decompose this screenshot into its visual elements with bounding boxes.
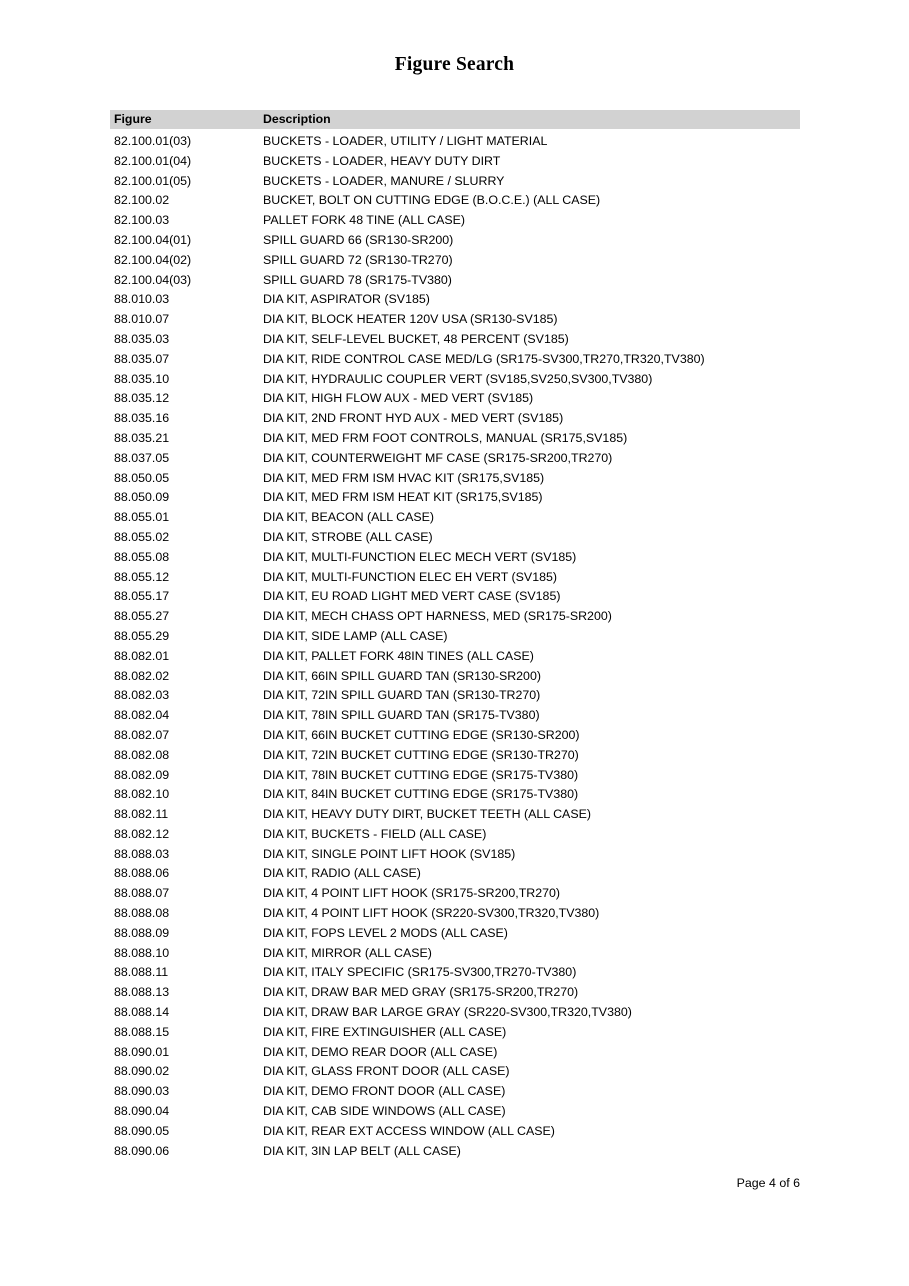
table-row[interactable] xyxy=(110,1082,800,1102)
cell-description: SPILL GUARD 66 (SR130-SR200) xyxy=(263,232,454,247)
cell-description: DIA KIT, BUCKETS - FIELD (ALL CASE) xyxy=(263,826,487,841)
table-row[interactable] xyxy=(110,528,800,548)
cell-figure: 88.082.09 xyxy=(114,767,170,782)
cell-figure: 88.088.09 xyxy=(114,925,170,940)
cell-description: DIA KIT, 72IN SPILL GUARD TAN (SR130-TR270) xyxy=(263,688,541,703)
cell-description: DIA KIT, MECH CHASS OPT HARNESS, MED (SR175-SR200) xyxy=(263,609,612,624)
cell-description: SPILL GUARD 72 (SR130-TR270) xyxy=(263,252,453,267)
figure-search-table xyxy=(110,110,800,1161)
cell-description: DIA KIT, ITALY SPECIFIC (SR175-SV300,TR270-TV380) xyxy=(263,965,577,980)
cell-figure: 88.088.03 xyxy=(114,846,170,861)
cell-description: DIA KIT, 4 POINT LIFT HOOK (SR220-SV300,TR320,TV380) xyxy=(263,906,600,921)
cell-figure: 88.088.07 xyxy=(114,886,170,901)
table-row[interactable] xyxy=(110,627,800,647)
table-row[interactable] xyxy=(110,1023,800,1043)
table-row[interactable] xyxy=(110,488,800,508)
cell-figure: 88.082.12 xyxy=(114,826,170,841)
cell-description: DIA KIT, PALLET FORK 48IN TINES (ALL CASE) xyxy=(263,648,534,663)
cell-figure: 88.088.14 xyxy=(114,1005,170,1020)
table-row[interactable] xyxy=(110,746,800,766)
table-row[interactable] xyxy=(110,864,800,884)
page-title: Figure Search xyxy=(394,54,515,75)
cell-description: DIA KIT, HIGH FLOW AUX - MED VERT (SV185) xyxy=(263,391,534,406)
cell-description: DIA KIT, CAB SIDE WINDOWS (ALL CASE) xyxy=(263,1104,506,1119)
cell-description: DIA KIT, RADIO (ALL CASE) xyxy=(263,866,421,881)
table-row[interactable] xyxy=(110,568,800,588)
cell-description: BUCKETS - LOADER, UTILITY / LIGHT MATERIAL xyxy=(263,134,548,148)
cell-figure: 88.090.05 xyxy=(114,1123,170,1138)
cell-description: DIA KIT, ASPIRATOR (SV185) xyxy=(263,292,430,307)
cell-description: DIA KIT, 72IN BUCKET CUTTING EDGE (SR130-TR270) xyxy=(263,747,579,762)
table-row[interactable] xyxy=(110,944,800,964)
cell-figure: 88.055.29 xyxy=(114,628,170,643)
cell-description: DIA KIT, SIDE LAMP (ALL CASE) xyxy=(263,628,448,643)
cell-description: DIA KIT, DEMO FRONT DOOR (ALL CASE) xyxy=(263,1084,506,1099)
cell-description: DIA KIT, DEMO REAR DOOR (ALL CASE) xyxy=(263,1044,498,1059)
cell-figure: 88.055.27 xyxy=(114,609,170,624)
cell-figure: 88.090.03 xyxy=(114,1084,170,1099)
table-row[interactable] xyxy=(110,766,800,786)
table-row[interactable] xyxy=(110,152,800,172)
cell-figure: 88.055.01 xyxy=(114,510,170,525)
table-row[interactable] xyxy=(110,884,800,904)
table-row[interactable] xyxy=(110,290,800,310)
table-row[interactable] xyxy=(110,449,800,469)
cell-description: DIA KIT, 3IN LAP BELT (ALL CASE) xyxy=(263,1143,461,1158)
cell-figure: 88.035.12 xyxy=(114,391,170,406)
cell-figure: 88.035.16 xyxy=(114,411,170,426)
cell-figure: 82.100.03 xyxy=(114,213,170,228)
table-row[interactable] xyxy=(110,1122,800,1142)
table-row[interactable] xyxy=(110,231,800,251)
cell-figure: 82.100.01(04) xyxy=(114,153,192,168)
cell-description: SPILL GUARD 78 (SR175-TV380) xyxy=(263,272,452,287)
cell-figure: 88.010.03 xyxy=(114,292,170,307)
table-row[interactable] xyxy=(110,963,800,983)
table-header-row xyxy=(110,110,800,129)
column-header-description: Description xyxy=(263,111,331,126)
table-row[interactable] xyxy=(110,726,800,746)
cell-description: PALLET FORK 48 TINE (ALL CASE) xyxy=(263,213,465,228)
cell-description: DIA KIT, HYDRAULIC COUPLER VERT (SV185,SV250,SV300,TV380) xyxy=(263,371,653,386)
cell-description: DIA KIT, STROBE (ALL CASE) xyxy=(263,529,433,544)
cell-figure: 88.010.07 xyxy=(114,312,170,327)
table-row[interactable] xyxy=(110,667,800,687)
cell-figure: 88.090.02 xyxy=(114,1064,170,1079)
table-row[interactable] xyxy=(110,904,800,924)
table-row[interactable] xyxy=(110,389,800,409)
table-row[interactable] xyxy=(110,172,800,192)
cell-figure: 88.082.03 xyxy=(114,688,170,703)
cell-description: DIA KIT, 78IN SPILL GUARD TAN (SR175-TV380) xyxy=(263,708,540,723)
table-body xyxy=(110,129,800,1161)
cell-description: DIA KIT, 78IN BUCKET CUTTING EDGE (SR175-TV380) xyxy=(263,767,579,782)
cell-figure: 88.082.02 xyxy=(114,668,170,683)
table-row[interactable] xyxy=(110,1062,800,1082)
cell-figure: 88.082.08 xyxy=(114,747,170,762)
cell-description: DIA KIT, 66IN BUCKET CUTTING EDGE (SR130-SR200) xyxy=(263,727,580,742)
table-row[interactable] xyxy=(110,251,800,271)
cell-description: DIA KIT, HEAVY DUTY DIRT, BUCKET TEETH (ALL CASE) xyxy=(263,807,591,822)
cell-figure: 82.100.04(03) xyxy=(114,272,192,287)
cell-figure: 88.088.08 xyxy=(114,906,170,921)
table-row[interactable] xyxy=(110,1142,800,1162)
cell-figure: 88.082.10 xyxy=(114,787,170,802)
cell-description: BUCKETS - LOADER, MANURE / SLURRY xyxy=(263,173,505,188)
cell-description: DIA KIT, REAR EXT ACCESS WINDOW (ALL CASE) xyxy=(263,1123,555,1138)
cell-figure: 88.055.17 xyxy=(114,589,170,604)
table-row[interactable] xyxy=(110,548,800,568)
cell-description: DIA KIT, MED FRM FOOT CONTROLS, MANUAL (SR175,SV185) xyxy=(263,430,628,445)
cell-description: BUCKET, BOLT ON CUTTING EDGE (B.O.C.E.) (ALL CASE) xyxy=(263,193,601,208)
table-row[interactable] xyxy=(110,1043,800,1063)
table-row[interactable] xyxy=(110,1003,800,1023)
cell-figure: 88.035.10 xyxy=(114,371,170,386)
cell-description: DIA KIT, MULTI-FUNCTION ELEC EH VERT (SV185) xyxy=(263,569,557,584)
table-row[interactable] xyxy=(110,924,800,944)
cell-figure: 88.082.07 xyxy=(114,727,170,742)
cell-figure: 88.037.05 xyxy=(114,450,170,465)
cell-description: DIA KIT, BEACON (ALL CASE) xyxy=(263,510,434,525)
cell-description: DIA KIT, FOPS LEVEL 2 MODS (ALL CASE) xyxy=(263,925,508,940)
cell-figure: 88.082.01 xyxy=(114,648,170,663)
cell-figure: 88.088.15 xyxy=(114,1024,170,1039)
cell-description: DIA KIT, DRAW BAR MED GRAY (SR175-SR200,TR270) xyxy=(263,985,579,1000)
table-row[interactable] xyxy=(110,271,800,291)
table-row[interactable] xyxy=(110,647,800,667)
cell-figure: 88.088.11 xyxy=(114,965,169,980)
cell-figure: 82.100.01(03) xyxy=(114,134,192,148)
table-row[interactable] xyxy=(110,429,800,449)
cell-description: DIA KIT, BLOCK HEATER 120V USA (SR130-SV185) xyxy=(263,312,558,327)
table-row[interactable] xyxy=(110,805,800,825)
cell-description: DIA KIT, RIDE CONTROL CASE MED/LG (SR175-SV300,TR270,TR320,TV380) xyxy=(263,351,705,366)
table-row[interactable] xyxy=(110,191,800,211)
table-row[interactable] xyxy=(110,706,800,726)
cell-figure: 88.055.12 xyxy=(114,569,170,584)
table-row[interactable] xyxy=(110,350,800,370)
cell-description: DIA KIT, MULTI-FUNCTION ELEC MECH VERT (SV185) xyxy=(263,549,577,564)
table-row[interactable] xyxy=(110,310,800,330)
cell-description: DIA KIT, MIRROR (ALL CASE) xyxy=(263,945,432,960)
cell-description: DIA KIT, EU ROAD LIGHT MED VERT CASE (SV185) xyxy=(263,589,561,604)
cell-figure: 82.100.04(01) xyxy=(114,232,192,247)
table-row[interactable] xyxy=(110,469,800,489)
cell-figure: 88.088.10 xyxy=(114,945,170,960)
table-row[interactable] xyxy=(110,409,800,429)
cell-figure: 88.055.08 xyxy=(114,549,170,564)
cell-description: DIA KIT, DRAW BAR LARGE GRAY (SR220-SV300,TR320,TV380) xyxy=(263,1005,632,1020)
table-row[interactable] xyxy=(110,686,800,706)
cell-figure: 88.035.07 xyxy=(114,351,170,366)
cell-figure: 88.088.13 xyxy=(114,985,170,1000)
table-row[interactable] xyxy=(110,785,800,805)
cell-description: DIA KIT, SELF-LEVEL BUCKET, 48 PERCENT (SV185) xyxy=(263,331,569,346)
cell-description: DIA KIT, MED FRM ISM HVAC KIT (SR175,SV185) xyxy=(263,470,545,485)
cell-description: DIA KIT, 4 POINT LIFT HOOK (SR175-SR200,TR270) xyxy=(263,886,561,901)
cell-figure: 88.082.04 xyxy=(114,708,170,723)
cell-description: DIA KIT, 2ND FRONT HYD AUX - MED VERT (SV185) xyxy=(263,411,564,426)
column-header-figure: Figure xyxy=(114,111,152,126)
cell-figure: 82.100.02 xyxy=(114,193,170,208)
cell-description: BUCKETS - LOADER, HEAVY DUTY DIRT xyxy=(263,153,501,168)
cell-figure: 88.055.02 xyxy=(114,529,170,544)
cell-description: DIA KIT, MED FRM ISM HEAT KIT (SR175,SV185) xyxy=(263,490,543,505)
table-row[interactable] xyxy=(110,845,800,865)
table-row[interactable] xyxy=(110,1102,800,1122)
cell-figure: 88.035.21 xyxy=(114,430,170,445)
cell-description: DIA KIT, 84IN BUCKET CUTTING EDGE (SR175-TV380) xyxy=(263,787,579,802)
table-row[interactable] xyxy=(110,132,800,152)
cell-description: DIA KIT, GLASS FRONT DOOR (ALL CASE) xyxy=(263,1064,510,1079)
table-row[interactable] xyxy=(110,607,800,627)
cell-figure: 88.035.03 xyxy=(114,331,170,346)
table-row[interactable] xyxy=(110,983,800,1003)
table-row[interactable] xyxy=(110,825,800,845)
cell-figure: 88.090.04 xyxy=(114,1104,170,1119)
table-row[interactable] xyxy=(110,330,800,350)
table-row[interactable] xyxy=(110,508,800,528)
page-number-footer: Page 4 of 6 xyxy=(736,1176,800,1190)
cell-description: DIA KIT, COUNTERWEIGHT MF CASE (SR175-SR200,TR270) xyxy=(263,450,613,465)
cell-figure: 82.100.01(05) xyxy=(114,173,192,188)
cell-description: DIA KIT, SINGLE POINT LIFT HOOK (SV185) xyxy=(263,846,516,861)
table-row[interactable] xyxy=(110,370,800,390)
cell-description: DIA KIT, FIRE EXTINGUISHER (ALL CASE) xyxy=(263,1024,507,1039)
table-row[interactable] xyxy=(110,211,800,231)
cell-figure: 88.090.01 xyxy=(114,1044,170,1059)
cell-figure: 88.088.06 xyxy=(114,866,170,881)
table-row[interactable] xyxy=(110,587,800,607)
cell-figure: 88.050.05 xyxy=(114,470,170,485)
cell-figure: 88.082.11 xyxy=(114,807,169,822)
cell-figure: 88.050.09 xyxy=(114,490,170,505)
cell-figure: 82.100.04(02) xyxy=(114,252,192,267)
cell-figure: 88.090.06 xyxy=(114,1143,170,1158)
cell-description: DIA KIT, 66IN SPILL GUARD TAN (SR130-SR200) xyxy=(263,668,541,683)
